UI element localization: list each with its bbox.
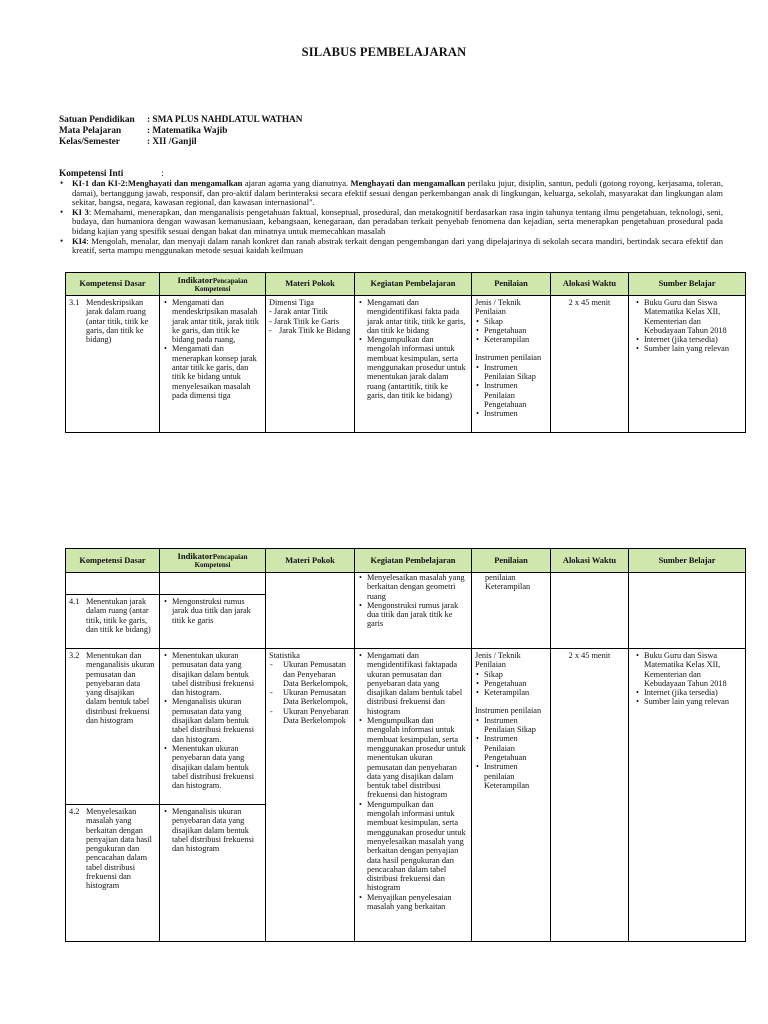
ki-bold: Menghayati dan mengamalkan [350,178,466,188]
ki-list [59,179,723,256]
table-header-row [66,273,746,296]
header-kd: Kompetensi Dasar [66,549,160,573]
cell-kd [66,296,160,433]
header-indikator-main: Indikator [177,551,213,561]
info-row-satuan [59,115,303,126]
kd-text: Menentukan dan menganalisis ukuran pemusatan dan penyebaran data yang disajikan dalam bentuk tabel distribusi frekuensi dan histogram [86,651,155,726]
header-sumber: Sumber Belajar [629,273,746,296]
syllabus-table-1 [65,272,746,433]
cell-alokasi: 2 x 45 menit [551,296,629,433]
bullet-icon: • [60,206,64,217]
materi-item: - Ukuran Penyebaran Data Berkelompok [270,706,349,726]
info-label: Mata Pelajaran [59,126,122,136]
header-indikator-sub: Pencapaian [212,276,248,285]
penilaian-title: Jenis / Teknik Penilaian [475,298,521,317]
cell-indikator [160,595,266,649]
list-item: • Mengamati dan mengidentifikasi faktapada ukuran pemusatan dan penyebaran data yang disajikan dalam bentuk tabel distribusi frekuensi dan histogram [367,651,468,716]
header-indikator-main: Indikator [177,274,213,285]
cell-sumber [629,649,746,942]
list-item: • Instrumen Penilaian Sikap [484,716,547,735]
table-row [66,296,746,433]
list-item: • Buku Guru dan Siswa Matematika Kelas XII, Kementerian dan Kebudayaan Tahun 2018 [644,298,742,335]
ki-heading-colon: : [161,169,164,179]
list-item: • Sikap [484,317,547,326]
cell-kd [66,573,160,595]
list-item: • Keterampilan [484,335,547,344]
cell-sumber [629,573,746,649]
ki-item-4 [59,237,723,256]
list-item: • Internet (jika tersedia) [644,335,742,344]
cell-alokasi: 2 x 45 menit [551,649,629,942]
list-item: • Instrumen Penilaian Pengetahuan [484,734,547,762]
list-item: • Pengetahuan [484,326,547,335]
cell-penilaian [472,649,551,942]
info-value: : Matematika Wajib [147,126,228,136]
ki-item-3 [59,208,723,237]
list-item: • Mengumpulkan dan mengolah informasi untuk membuat kesimpulan, serta menggunakan prosedur untuk menentukan ukuran pemusatan dan penyebaran data yang disajikan dalam bentuk tabel distribusi frekuensi dan histogram [367,716,468,800]
ki-text: ajaran agama yang dianutnya. [242,178,351,188]
header-materi: Materi Pokok [266,549,355,573]
cell-sumber [629,296,746,433]
header-materi: Materi Pokok [266,273,355,296]
kd-number: 4.1 [69,597,80,606]
list-item: • Sumber lain yang relevan [644,344,742,353]
header-indikator-sub2: Kompetensi [194,284,231,293]
penilaian-title: Instrumen penilaian [475,706,542,716]
cell-indikator [160,296,266,433]
cell-kegiatan [355,649,472,942]
cell-materi [266,296,355,433]
materi-item: - Jarak Titik ke Garis [269,316,340,326]
list-item: • Instrumen Penilaian Pengetahuan [484,381,547,409]
cell-indikator [160,649,266,805]
list-item: • Menentukan ukuran penyebaran data yang disajikan dalam bentuk tabel distribusi frekuensi dan histogram. [172,744,262,790]
materi-item: - Jarak antar Titik [269,307,328,317]
info-row-mapel [59,126,303,137]
penilaian-title: Instrumen penilaian [475,353,542,363]
ki-text: perilaku jujur, disiplin, santun, peduli (gotong royong, kerjasama, toleran, damai), bertanggung jawab, responsif, dan pro-aktif dalam berinteraksi secara efektif sesuai dengan perkembangan anak di lingkungan, keluarga, sekolah, masyarakat dan lingkungan alam sekitar, bangsa, negara, kawasan regional, dan kawasan internasional". [72,178,724,208]
cell-materi [266,649,355,942]
cell-kd [66,805,160,942]
materi-item: - Ukuran Pemusatan Data Berkelompok, [270,688,348,707]
ki-label: KI 3 [72,206,89,217]
list-item: • Menganalisis ukuran pemusatan data yang disajikan dalam bentuk tabel distribusi frekuensi dan histogram. [172,697,262,743]
list-item: • Pengetahuan [484,679,547,688]
list-item: • Instrumen penilaian Keterampilan [484,762,547,790]
list-item: • Sikap [484,670,547,679]
kd-number: 3.1 [69,298,80,307]
cell-kd [66,649,160,805]
ki-text: : Mengolah, menalar, dan menyaji dalam ranah konkret dan ranah abstrak terkait dengan pengembangan dari yang dipelajarinya di sekolah secara mandiri, bertindak secara efektif dan kreatif, serta mampu menggunakan metode sesuai kaidah keilmuan [72,235,723,256]
ki-label: KI4 [72,235,87,246]
cell-penilaian [472,296,551,433]
header-alokasi: Alokasi Waktu [551,549,629,573]
kd-number: 4.2 [69,807,80,816]
list-item: • Mengumpulkan dan mengolah informasi untuk membuat kesimpulan, serta menggunakan prosedur untuk menyelesaikan masalah yang berkaitan dengan penyajian data hasil pengukuran dan pencacahan dalam tabel distribusi frekuensi dan histogram [367,800,468,893]
list-item: • Keterampilan [484,688,547,697]
info-label: Satuan Pendidikan [59,115,135,125]
header-sumber: Sumber Belajar [629,549,746,573]
info-value: : XII /Ganjil [147,137,197,147]
list-item: • Mengamati dan mengidentifikasi fakta pada jarak antar titik, titik ke garis, dan titik ke bidang [367,298,468,335]
header-indikator [160,273,266,296]
table-row [66,649,746,805]
list-item: • Mengonstruksi rumus jarak dua titik dan jarak titik ke garis [172,597,262,625]
materi-item: - Ukuran Pemusatan dan Penyebaran Data Berkelompok, [270,660,348,688]
bullet-icon: • [60,178,64,188]
materi-item: - Jarak Titik ke Bidang [269,325,351,335]
list-item: • Menganalisis ukuran penyebaran data yang disajikan dalam bentuk tabel distribusi frekuensi dan histogram [172,807,262,853]
cell-indikator [160,573,266,595]
header-kegiatan: Kegiatan Pembelajaran [355,273,472,296]
ki-heading-text: Kompetensi Inti [59,169,124,179]
header-indikator [160,549,266,573]
cell-kegiatan [355,296,472,433]
info-label: Kelas/Semester [59,137,120,147]
cell-penilaian [472,573,551,649]
penilaian-continuation: penilaian Keterampilan [485,573,531,592]
cell-materi [266,573,355,649]
list-item: • Instrumen Penilaian Sikap [484,363,547,382]
table-row [66,573,746,595]
header-alokasi: Alokasi Waktu [551,273,629,296]
list-item: • Menentukan ukuran pemusatan data yang disajikan dalam bentuk tabel distribusi frekuensi dan histogram. [172,651,262,697]
kd-text: Menentukan jarak dalam ruang (antar titik, titik ke garis, dan titik ke bidang) [86,597,151,634]
info-row-kelas [59,137,303,148]
list-item: • Internet (jika tersedia) [644,688,742,697]
cell-indikator [160,805,266,942]
cell-kegiatan [355,573,472,649]
syllabus-table-2 [65,548,746,942]
table-header-row [66,549,746,573]
list-item: • Buku Guru dan Siswa Matematika Kelas XII, Kementerian dan Kebudayaan Tahun 2018 [644,651,742,688]
list-item: • Mengumpulkan dan mengolah informasi untuk membuat kesimpulan, serta menggunakan prosedur untuk menentukan jarak dalam ruang (antartitik, titik ke garis, dan titik ke bidang) [367,335,468,400]
list-item: • Mengamati dan menerapkan konsep jarak antar titik ke garis, dan titik ke bidang untuk menyelesaikan masalah pada dimensi tiga [172,344,262,400]
header-kegiatan: Kegiatan Pembelajaran [355,549,472,573]
cell-kd [66,595,160,649]
header-kd: Kompetensi Dasar [66,273,160,296]
header-indikator-sub2: Kompetensi [194,561,231,569]
ki-label: KI-1 dan KI-2: [72,178,128,188]
identity-block [59,115,303,148]
list-item: • Mengamati dan mendeskripsikan masalah jarak antar titik, jarak titik ke garis, dan titik ke bidang pada ruang, [172,298,262,344]
kd-text: Mendeskripsikan jarak dalam ruang (antar titik, titik ke garis, dan titik ke bidang) [86,298,149,345]
header-indikator-sub: Pencapaian [212,553,248,561]
list-item: • Sumber lain yang relevan [644,697,742,706]
info-value: : SMA PLUS NAHDLATUL WATHAN [147,115,303,125]
penilaian-title: Jenis / Teknik Penilaian [475,651,521,670]
ki-item-1-2 [59,179,723,208]
materi-title: Dimensi Tiga [269,298,314,307]
cell-alokasi [551,573,629,649]
page-title: SILABUS PEMBELAJARAN [301,45,467,59]
header-penilaian: Penilaian [472,549,551,573]
list-item: • Menyelesaikan masalah yang berkaitan dengan geometri ruang [367,573,468,601]
header-penilaian: Penilaian [472,273,551,296]
kd-text: Menyelesaikan masalah yang berkaitan dengan penyajian data hasil pengukuran dan pencacahan dalam tabel distribusi frekuensi dan histogram [86,807,152,891]
list-item: • Menyajikan penyelesaian masalah yang berkaitan [367,893,468,912]
bullet-icon: • [60,235,64,246]
list-item: • Instrumen [484,409,547,418]
ki-text: : Memahami, menerapkan, dan menganalisis pengetahuan faktual, konseptual, prosedural, dan metakognitif berdasarkan rasa ingin tahunya tentang ilmu pengetahuan, teknologi, seni, budaya, dan humaniora dengan wawasan kemanusiaan, kebangsaan, kenegaraan, dan peradaban terkait penyebab fenomena dan kejadian, serta menerapkan pengetahuan prosedural pada bidang kajian yang spesifik sesuai dengan bakat dan minatnya untuk memecahkan masalah [72,206,723,236]
kd-number: 3.2 [69,651,80,660]
ki-bold: Menghayati dan mengamalkan [127,178,243,188]
materi-title: Statistika [269,651,300,660]
list-item: • Mengonstruksi rumus jarak dua titik dan jarak titik ke garis [367,601,468,629]
